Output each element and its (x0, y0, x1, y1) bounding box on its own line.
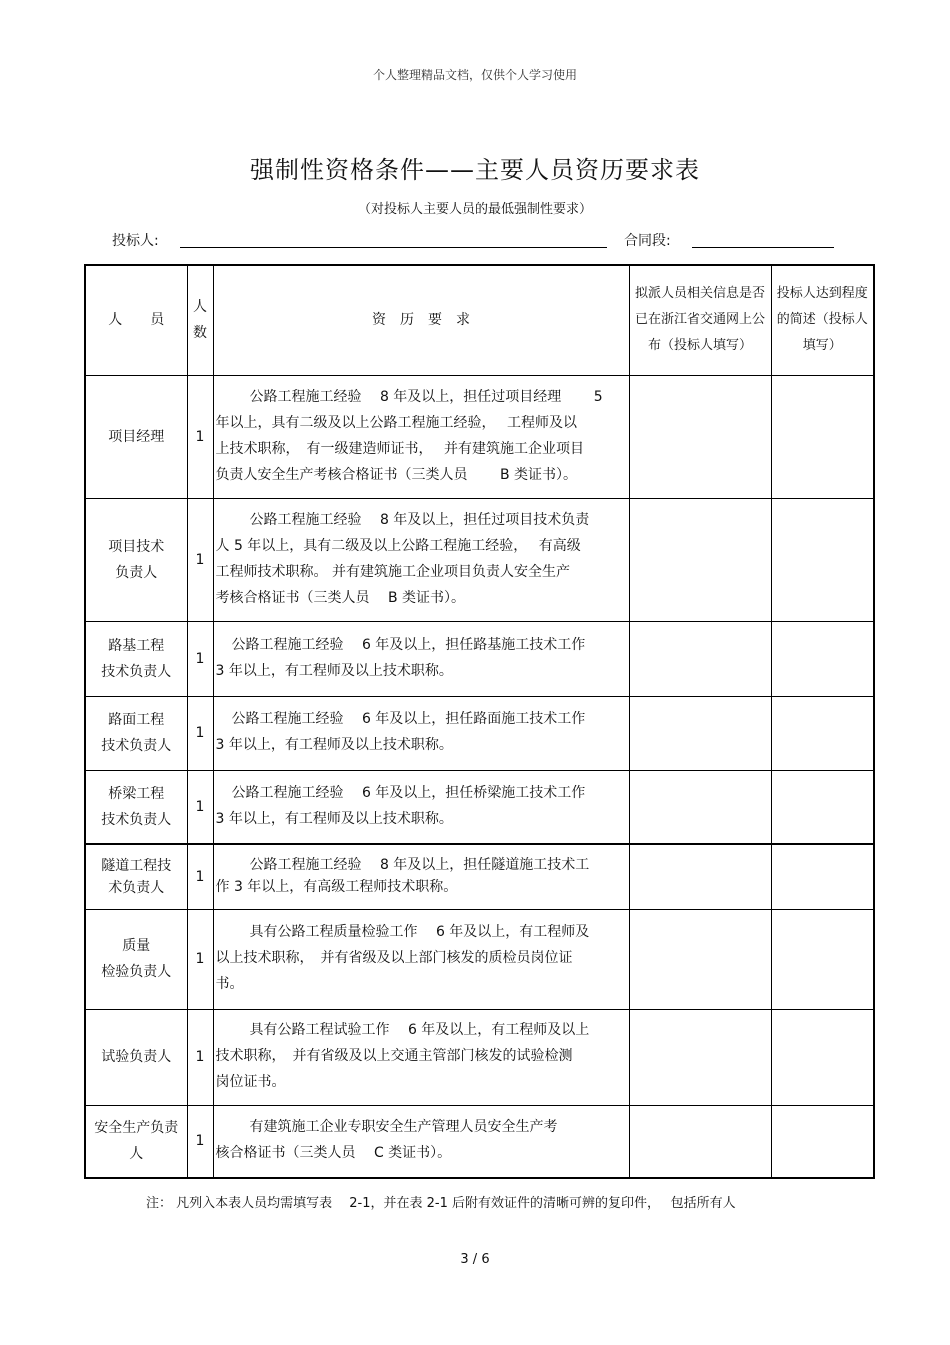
requirement-cell (213, 1105, 629, 1178)
person-label: 隧道工程技 (101, 857, 172, 874)
person-label: 术负责人 (108, 879, 165, 896)
header-watermark: 个人整理精品文档，仅供个人学习使用 (372, 68, 577, 82)
person-label: 检验负责人 (101, 964, 172, 980)
header-desc-line: 填写） (802, 338, 842, 354)
person-label: 技术负责人 (101, 663, 172, 680)
requirement-line: 考核合格证书（三类人员 B 类证书）。 (215, 589, 466, 606)
header-info-line: 拟派人员相关信息是否 (634, 286, 765, 302)
person-label: 安全生产负责 (94, 1120, 179, 1137)
count-cell: 1 (187, 375, 213, 498)
description-cell[interactable] (771, 909, 874, 1009)
person-cell (85, 621, 187, 696)
table-row (85, 844, 874, 909)
info-published-cell[interactable] (629, 498, 771, 621)
person-label: 质量 (122, 938, 151, 954)
requirement-line: 负责人安全生产考核合格证书（三类人员 B 类证书）。 (215, 466, 578, 483)
requirement-line: 人 5 年以上，具有二级及以上公路工程施工经验， 有高级 (215, 537, 581, 554)
requirement-line: 3 年以上，有工程师及以上技术职称。 (215, 662, 453, 679)
count-cell: 1 (187, 1009, 213, 1105)
requirement-line: 技术职称， 并有省级及以上交通主管部门核发的试验检测 (215, 1048, 573, 1064)
header-row (85, 265, 874, 375)
description-cell[interactable] (771, 1105, 874, 1178)
person-label: 技术负责人 (101, 738, 172, 754)
person-label: 负责人 (115, 564, 158, 581)
header-person (85, 265, 187, 375)
count-cell: 1 (187, 770, 213, 844)
header-desc-line: 的简述（投标人 (776, 312, 868, 328)
person-cell (85, 375, 187, 498)
bidder-label: 投标人: (112, 233, 159, 249)
description-cell[interactable] (771, 621, 874, 696)
count-cell: 1 (187, 909, 213, 1009)
table-row (85, 375, 874, 498)
info-published-cell[interactable] (629, 621, 771, 696)
person-label: 人 (129, 1146, 144, 1163)
requirement-cell (213, 770, 629, 844)
header-count (187, 265, 213, 375)
header-count-a: 人 (193, 299, 207, 316)
requirement-cell (213, 375, 629, 498)
footnote: 注： 凡列入本表人员均需填写表 2-1，并在表 2-1 后附有效证件的清晰可辨的复印件， 包括所有人 (146, 1196, 736, 1211)
personnel-requirements-table (84, 264, 875, 1179)
document-subtitle: （对投标人主要人员的最低强制性要求） (357, 202, 592, 217)
requirement-line: 具有公路工程质量检验工作 6 年及以上，有工程师及 (249, 924, 590, 940)
count-cell: 1 (187, 498, 213, 621)
requirement-line: 以上技术职称， 并有省级及以上部门核发的质检员岗位证 (215, 950, 573, 966)
info-published-cell[interactable] (629, 1009, 771, 1105)
info-published-cell[interactable] (629, 696, 771, 770)
person-label: 路基工程 (108, 637, 165, 654)
requirement-cell (213, 621, 629, 696)
requirement-line: 书。 (215, 976, 244, 992)
table-row (85, 498, 874, 621)
info-published-cell[interactable] (629, 844, 771, 909)
requirement-line: 公路工程施工经验 6 年及以上，担任路面施工技术工作 (231, 711, 586, 727)
header-desc-line: 投标人达到程度 (776, 286, 868, 302)
count-cell: 1 (187, 696, 213, 770)
count-cell: 1 (187, 1105, 213, 1178)
table-row (85, 909, 874, 1009)
table-row (85, 1009, 874, 1105)
description-cell[interactable] (771, 375, 874, 498)
requirement-line: 有建筑施工企业专职安全生产管理人员安全生产考 (249, 1119, 558, 1136)
description-cell[interactable] (771, 770, 874, 844)
table-row (85, 1105, 874, 1178)
requirement-line: 岗位证书。 (215, 1074, 286, 1090)
table-row (85, 770, 874, 844)
bidder-field[interactable] (180, 247, 607, 248)
page-number: 3 / 6 (460, 1252, 490, 1267)
requirement-line: 上技术职称， 有一级建造师证书， 并有建筑施工企业项目 (215, 440, 584, 457)
header-person-a: 人 (108, 312, 123, 329)
table-row (85, 696, 874, 770)
person-cell (85, 844, 187, 909)
person-label: 技术负责人 (101, 811, 172, 828)
requirement-cell (213, 498, 629, 621)
description-cell[interactable] (771, 696, 874, 770)
requirement-line: 工程师技术职称。 并有建筑施工企业项目负责人安全生产 (215, 563, 570, 580)
person-label: 路面工程 (108, 712, 165, 728)
person-cell (85, 696, 187, 770)
info-published-cell[interactable] (629, 375, 771, 498)
count-cell: 1 (187, 621, 213, 696)
requirement-line: 具有公路工程试验工作 6 年及以上，有工程师及以上 (249, 1022, 590, 1038)
person-cell (85, 909, 187, 1009)
person-cell (85, 1009, 187, 1105)
requirement-cell (213, 844, 629, 909)
description-cell[interactable] (771, 844, 874, 909)
person-label: 试验负责人 (101, 1049, 172, 1065)
requirement-cell (213, 1009, 629, 1105)
header-info-line: 已在浙江省交通网上公 (634, 312, 765, 328)
person-cell (85, 1105, 187, 1178)
requirement-cell (213, 909, 629, 1009)
document-title: 强制性资格条件——主要人员资历要求表 (250, 156, 700, 184)
description-cell[interactable] (771, 1009, 874, 1105)
person-label: 项目技术 (108, 538, 165, 555)
requirement-line: 公路工程施工经验 8 年及以上，担任过项目技术负责 (249, 511, 590, 528)
header-requirements: 资 历 要 求 (213, 265, 629, 375)
header-info-published (629, 265, 771, 375)
requirement-line: 核合格证书（三类人员 C 类证书）。 (215, 1145, 452, 1162)
header-info-line: 布（投标人填写） (647, 338, 752, 354)
table-row (85, 621, 874, 696)
header-person-b: 员 (150, 312, 165, 329)
person-cell (85, 770, 187, 844)
description-cell[interactable] (771, 498, 874, 621)
person-label: 桥梁工程 (108, 785, 165, 802)
requirement-line: 年以上，具有二级及以上公路工程施工经验， 工程师及以 (215, 414, 577, 431)
header-count-b: 数 (193, 325, 207, 342)
person-cell (85, 498, 187, 621)
requirement-line: 公路工程施工经验 6 年及以上，担任桥梁施工技术工作 (231, 784, 586, 801)
requirement-line: 3 年以上，有工程师及以上技术职称。 (215, 810, 453, 827)
header-description (771, 265, 874, 375)
requirement-cell (213, 696, 629, 770)
info-published-cell[interactable] (629, 1105, 771, 1178)
section-label: 合同段: (624, 233, 671, 249)
requirement-line: 作 3 年以上，有高级工程师技术职称。 (215, 878, 458, 895)
person-label: 项目经理 (108, 428, 165, 445)
info-published-cell[interactable] (629, 909, 771, 1009)
requirement-line: 3 年以上，有工程师及以上技术职称。 (215, 737, 453, 753)
requirement-line: 公路工程施工经验 8 年及以上，担任隧道施工技术工 (249, 856, 590, 873)
info-published-cell[interactable] (629, 770, 771, 844)
requirement-line: 公路工程施工经验 6 年及以上，担任路基施工技术工作 (231, 636, 586, 653)
count-cell: 1 (187, 844, 213, 909)
requirement-line: 公路工程施工经验 8 年及以上，担任过项目经理 5 (249, 388, 603, 405)
section-field[interactable] (692, 247, 834, 248)
